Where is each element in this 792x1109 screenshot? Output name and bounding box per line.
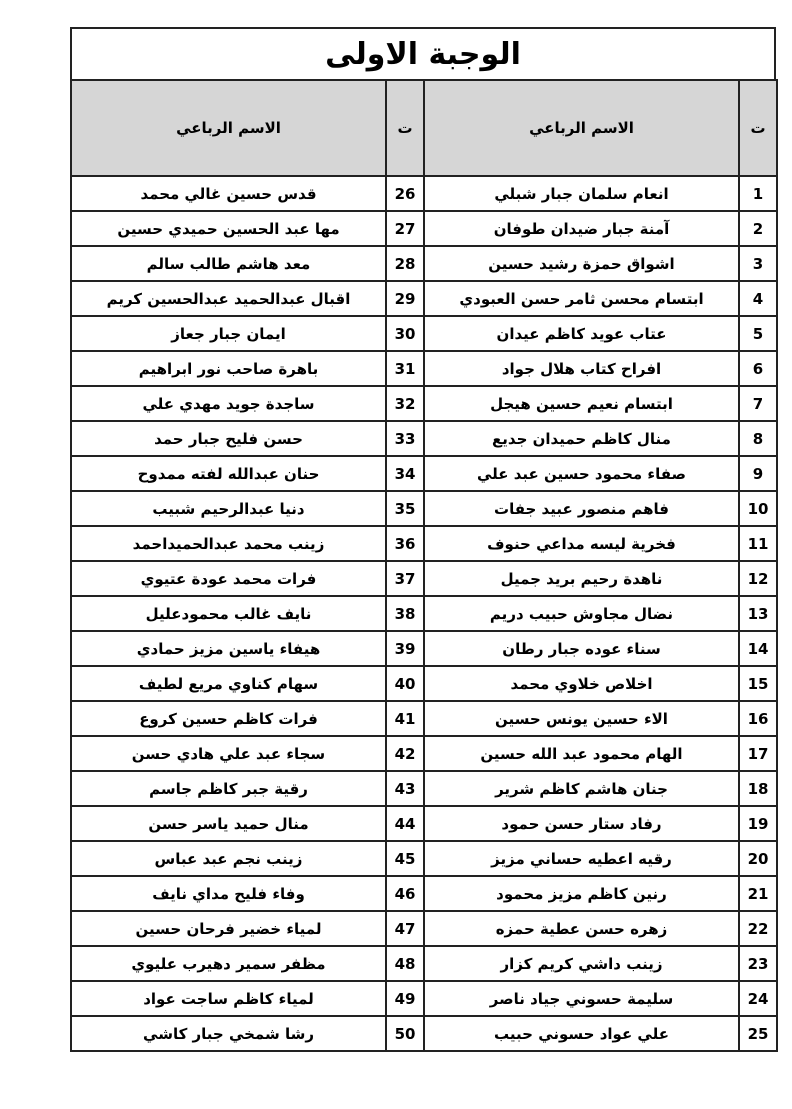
table-row (71, 771, 777, 806)
right-name-cell: فاهم منصور عبيد جفات (424, 491, 739, 526)
right-number-cell: 25 (739, 1016, 777, 1051)
left-number-cell: 49 (386, 981, 424, 1016)
right-number-cell: 13 (739, 596, 777, 631)
right-number-cell: 4 (739, 281, 777, 316)
left-number-cell: 33 (386, 421, 424, 456)
right-name-cell: زهره حسن عطية حمزه (424, 911, 739, 946)
right-name-cell: رفاد ستار حسن حمود (424, 806, 739, 841)
right-number-cell: 9 (739, 456, 777, 491)
table-row (71, 526, 777, 561)
left-name-cell: دنيا عبدالرحيم شبيب (71, 491, 386, 526)
left-number-cell: 40 (386, 666, 424, 701)
left-name-cell: ايمان جبار جعاز (71, 316, 386, 351)
right-number-cell: 11 (739, 526, 777, 561)
left-number-cell: 28 (386, 246, 424, 281)
left-name-cell: زينب نجم عبد عباس (71, 841, 386, 876)
right-name-cell: منال كاظم حميدان جديع (424, 421, 739, 456)
left-name-cell: سهام كناوي مريع لطيف (71, 666, 386, 701)
left-number-cell: 37 (386, 561, 424, 596)
header-num-right: ت (739, 80, 777, 176)
left-number-cell: 42 (386, 736, 424, 771)
left-name-cell: قدس حسين غالي محمد (71, 176, 386, 211)
left-name-cell: هيفاء ياسين مزيز حمادي (71, 631, 386, 666)
right-number-cell: 24 (739, 981, 777, 1016)
left-number-cell: 44 (386, 806, 424, 841)
table-row (71, 946, 777, 981)
page-title: الوجبة الاولى (325, 36, 521, 72)
left-number-cell: 30 (386, 316, 424, 351)
left-name-cell: منال حميد ياسر حسن (71, 806, 386, 841)
table-row (71, 911, 777, 946)
left-number-cell: 45 (386, 841, 424, 876)
left-name-cell: رشا شمخي جبار كاشي (71, 1016, 386, 1051)
table-row (71, 1016, 777, 1051)
right-name-cell: اشواق حمزة رشيد حسين (424, 246, 739, 281)
right-number-cell: 2 (739, 211, 777, 246)
table-row (71, 421, 777, 456)
title-box (70, 27, 776, 79)
right-name-cell: زينب داشي كريم كزار (424, 946, 739, 981)
left-name-cell: حسن فليح جبار حمد (71, 421, 386, 456)
right-name-cell: ناهدة رحيم بريد جميل (424, 561, 739, 596)
right-name-cell: جنان هاشم كاظم شرير (424, 771, 739, 806)
left-number-cell: 34 (386, 456, 424, 491)
right-name-cell: نضال مجاوش حبيب دريم (424, 596, 739, 631)
right-name-cell: عتاب عويد كاظم عيدان (424, 316, 739, 351)
right-name-cell: الاء حسين يونس حسين (424, 701, 739, 736)
left-number-cell: 46 (386, 876, 424, 911)
left-number-cell: 43 (386, 771, 424, 806)
right-number-cell: 15 (739, 666, 777, 701)
left-number-cell: 29 (386, 281, 424, 316)
right-name-cell: اخلاص خلاوي محمد (424, 666, 739, 701)
left-name-cell: رقية جبر كاظم جاسم (71, 771, 386, 806)
right-name-cell: علي عواد حسوني حبيب (424, 1016, 739, 1051)
left-name-cell: نايف غالب محمودعليل (71, 596, 386, 631)
left-number-cell: 27 (386, 211, 424, 246)
right-name-cell: صفاء محمود حسين عبد علي (424, 456, 739, 491)
right-number-cell: 23 (739, 946, 777, 981)
left-number-cell: 31 (386, 351, 424, 386)
right-number-cell: 10 (739, 491, 777, 526)
right-name-cell: الهام محمود عبد الله حسين (424, 736, 739, 771)
left-name-cell: لمياء كاظم ساجت عواد (71, 981, 386, 1016)
document-sheet (70, 27, 776, 1052)
table-row (71, 876, 777, 911)
left-name-cell: فرات كاظم حسين كروع (71, 701, 386, 736)
right-name-cell: سناء عوده جبار رطان (424, 631, 739, 666)
right-number-cell: 22 (739, 911, 777, 946)
table-row (71, 246, 777, 281)
left-number-cell: 38 (386, 596, 424, 631)
left-number-cell: 41 (386, 701, 424, 736)
left-number-cell: 50 (386, 1016, 424, 1051)
right-name-cell: افراح كتاب هلال جواد (424, 351, 739, 386)
table-row (71, 736, 777, 771)
right-name-cell: ابتسام نعيم حسين هيجل (424, 386, 739, 421)
table-row (71, 211, 777, 246)
right-name-cell: ابتسام محسن ثامر حسن العبودي (424, 281, 739, 316)
left-name-cell: معد هاشم طالب سالم (71, 246, 386, 281)
right-name-cell: رقيه اعطيه حساني مزيز (424, 841, 739, 876)
right-name-cell: انعام سلمان جبار شبلي (424, 176, 739, 211)
table-row (71, 666, 777, 701)
left-number-cell: 48 (386, 946, 424, 981)
right-number-cell: 14 (739, 631, 777, 666)
right-number-cell: 7 (739, 386, 777, 421)
left-number-cell: 39 (386, 631, 424, 666)
left-name-cell: مها عبد الحسين حميدي حسين (71, 211, 386, 246)
table-row (71, 841, 777, 876)
left-number-cell: 32 (386, 386, 424, 421)
left-name-cell: وفاء فليح مداي نايف (71, 876, 386, 911)
table-row (71, 806, 777, 841)
left-number-cell: 47 (386, 911, 424, 946)
left-name-cell: سجاء عبد علي هادي حسن (71, 736, 386, 771)
right-number-cell: 5 (739, 316, 777, 351)
header-row (71, 80, 777, 176)
left-name-cell: لمياء خضير فرحان حسين (71, 911, 386, 946)
right-number-cell: 6 (739, 351, 777, 386)
table-row (71, 631, 777, 666)
table-row (71, 491, 777, 526)
left-number-cell: 35 (386, 491, 424, 526)
table-row (71, 351, 777, 386)
left-name-cell: مظفر سمير دهيرب عليوي (71, 946, 386, 981)
table-row (71, 176, 777, 211)
table-row (71, 701, 777, 736)
right-number-cell: 1 (739, 176, 777, 211)
right-name-cell: رنين كاظم مزيز محمود (424, 876, 739, 911)
right-name-cell: سليمة حسوني جياد ناصر (424, 981, 739, 1016)
right-name-cell: فخرية ليسه مداعي حنوف (424, 526, 739, 561)
left-name-cell: حنان عبدالله لفته ممدوح (71, 456, 386, 491)
right-number-cell: 20 (739, 841, 777, 876)
names-table (70, 79, 778, 1052)
table-row (71, 596, 777, 631)
right-number-cell: 19 (739, 806, 777, 841)
header-name-right: الاسم الرباعي (424, 80, 739, 176)
left-name-cell: اقبال عبدالحميد عبدالحسين كريم (71, 281, 386, 316)
left-name-cell: باهرة صاحب نور ابراهيم (71, 351, 386, 386)
table-row (71, 561, 777, 596)
left-name-cell: ساجدة جويد مهدي علي (71, 386, 386, 421)
table-body (71, 176, 777, 1051)
right-number-cell: 17 (739, 736, 777, 771)
left-name-cell: زينب محمد عبدالحميداحمد (71, 526, 386, 561)
table-row (71, 281, 777, 316)
header-name-left: الاسم الرباعي (71, 80, 386, 176)
table-row (71, 316, 777, 351)
table-row (71, 981, 777, 1016)
left-name-cell: فرات محمد عودة عتيوي (71, 561, 386, 596)
right-number-cell: 21 (739, 876, 777, 911)
header-num-left: ت (386, 80, 424, 176)
right-number-cell: 3 (739, 246, 777, 281)
right-number-cell: 16 (739, 701, 777, 736)
table-row (71, 456, 777, 491)
right-name-cell: آمنة جبار ضيدان طوفان (424, 211, 739, 246)
left-number-cell: 26 (386, 176, 424, 211)
right-number-cell: 12 (739, 561, 777, 596)
right-number-cell: 18 (739, 771, 777, 806)
left-number-cell: 36 (386, 526, 424, 561)
table-row (71, 386, 777, 421)
right-number-cell: 8 (739, 421, 777, 456)
